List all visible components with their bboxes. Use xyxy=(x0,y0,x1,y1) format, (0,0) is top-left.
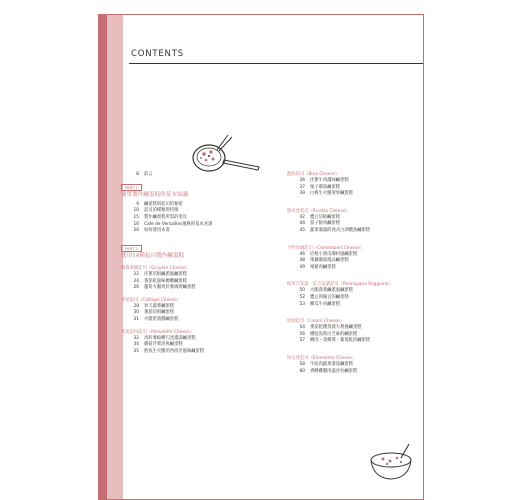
toc-entry xyxy=(121,342,269,349)
page-number: 42 xyxy=(299,214,305,220)
toc-entry xyxy=(287,252,419,259)
page-number: 46 xyxy=(299,251,305,257)
contents-left-column xyxy=(121,172,269,355)
page-number: 15 xyxy=(133,214,139,220)
entry-title: 番茄乾燻蒸義大利風鹹蛋糕 xyxy=(310,325,362,331)
page-number: 36 xyxy=(299,178,305,183)
entry-title: 牛絞肉蔬菜番茄鹹蛋糕 xyxy=(310,361,353,367)
entry-title: 洋蔥培根鹹派風鹹蛋糕 xyxy=(144,271,187,277)
section-heading: 茅屋起司（Cottage Cheese） xyxy=(121,297,182,303)
part-1-badge: PART 1 xyxy=(121,184,142,191)
section-heading: 格魯耶爾起司（Gruyère Cheese） xyxy=(121,265,190,271)
page-number: 58 xyxy=(299,361,305,367)
toc-entry xyxy=(121,285,269,292)
toc-entry xyxy=(287,369,419,376)
toc-entry xyxy=(121,228,269,235)
toc-entry xyxy=(287,185,419,192)
entry-title: 櫛瓜牛肉鹹蛋糕 xyxy=(310,301,341,307)
page-number: 35 xyxy=(133,348,139,354)
entry-title: 番茄乾風味橄欖鹹蛋糕 xyxy=(144,278,187,284)
entry-title: 如何使用本書 xyxy=(144,228,170,234)
entry-title: 鷹豆與腸豆的鹹蛋糕 xyxy=(310,294,349,300)
entry-title: 火腿蛋黃醬鹹蛋糕 xyxy=(144,316,179,322)
page-edge-strip xyxy=(99,15,107,499)
entry-title: 燻鮭魚與白芝麻的鹹蛋糕 xyxy=(310,331,358,337)
entry-title: 栗豬肉鹹蛋糕 xyxy=(310,264,336,270)
page-number: 52 xyxy=(299,294,305,300)
page-number: 32 xyxy=(133,335,139,341)
page-number: 22 xyxy=(133,271,139,277)
entry-title: 鹹蛋糕與起司的秘密 xyxy=(144,201,183,207)
page-number: 48 xyxy=(299,258,305,264)
bowl-illustration xyxy=(367,440,419,485)
toc-entry xyxy=(287,325,419,332)
toc-entry xyxy=(287,221,419,228)
page-number: 9 xyxy=(136,201,139,207)
toc-entry xyxy=(287,302,419,309)
entry-title: 起司的種類與特徵 xyxy=(144,208,179,214)
entry-title: 栗子蘑菇鹹蛋糕 xyxy=(310,184,341,190)
page-number: 39 xyxy=(299,191,305,197)
toc-entry xyxy=(287,215,419,222)
toc-entry xyxy=(121,349,269,356)
toc-entry xyxy=(121,215,269,222)
page-number: 56 xyxy=(299,331,305,337)
toc-entry xyxy=(287,191,419,198)
entry-title: 馬鈴薯蛤蜊巧達濃湯鹹蛋糕 xyxy=(144,335,196,341)
part-1-title: 簡單製作鹹蛋糕的基本知識 xyxy=(121,191,189,198)
part-2-title: 使用14種起司製作鹹蛋糕 xyxy=(121,252,185,259)
page-number: 57 xyxy=(299,338,305,344)
toc-entry xyxy=(287,258,419,265)
entry-title: 製作鹹蛋糕所需的用具 xyxy=(144,214,187,220)
toc-entry xyxy=(121,208,269,215)
section-heading: 卡門貝爾起司（Camembert Cheese） xyxy=(287,245,365,251)
entry-title: 春天蔬菜鹹蛋糕 xyxy=(144,303,175,309)
entry-title: 蓮藕蘑菇燒品鹹蛋糕 xyxy=(310,258,349,264)
entry-title: 火腿菠菜鹹派風鹹蛋糕 xyxy=(310,288,353,294)
toc-entry xyxy=(121,272,269,279)
entry-title: 培根小黃瓜鄉村風鹹蛋糕 xyxy=(310,251,358,257)
entry-title: 番茄培根鹹蛋糕 xyxy=(144,310,175,316)
contents-right-column xyxy=(287,171,419,375)
entry-title: 前言 xyxy=(144,172,153,177)
toc-entry xyxy=(287,228,419,235)
page-number: 54 xyxy=(299,325,305,331)
entry-title: 洋蔥牛肉濃味鹹蛋糕 xyxy=(310,178,349,183)
page-number: 16 xyxy=(133,221,139,227)
entry-title: 鰻肉・花椰菜・葡萄乾的鹹蛋糕 xyxy=(310,338,371,344)
toc-entry xyxy=(287,178,419,185)
page-title: CONTENTS xyxy=(131,49,184,59)
page-number: 37 xyxy=(299,184,305,190)
entry-title: 香酥雞雞肉溫沙拉鹹蛋糕 xyxy=(310,368,358,374)
page-number: 34 xyxy=(133,342,139,348)
section-heading: 藍紋起司（Blue Cheese） xyxy=(287,172,340,177)
toc-entry xyxy=(287,362,419,369)
toc-entry xyxy=(121,172,269,179)
section-heading: 埃文達起司（Emmental Cheese） xyxy=(287,355,357,361)
section-heading: 帕米吉安諾・雷吉安諾起司（Parmigiano Reggiano） xyxy=(287,282,393,288)
page-number: 53 xyxy=(299,301,305,307)
page-number: 30 xyxy=(133,310,139,316)
page-number: 60 xyxy=(299,368,305,374)
book-page xyxy=(98,14,424,500)
toc-entry xyxy=(121,317,269,324)
page-number: 26 xyxy=(133,285,139,291)
section-heading: 瑞可達起司（Ricotta Cheese） xyxy=(287,208,350,214)
entry-title: 白桃生火腿聖果鹹蛋糕 xyxy=(310,191,353,197)
page-number: 31 xyxy=(133,316,139,322)
page-number: 10 xyxy=(133,208,139,214)
page-number: 49 xyxy=(299,264,305,270)
section-heading: 米莫雷特起司（Mimolette Cheese） xyxy=(121,329,195,335)
page-number: 8 xyxy=(136,172,139,177)
part-2-badge: PART 2 xyxy=(121,245,142,252)
section-heading: 奶油起司（Cream Cheese） xyxy=(287,319,345,325)
page-number: 45 xyxy=(299,227,305,233)
page-number: 28 xyxy=(133,303,139,309)
page-number: 50 xyxy=(299,288,305,294)
entry-title: Cafe de Versailles風格的基本食譜 xyxy=(144,221,213,227)
toc-entry xyxy=(287,265,419,272)
title-underline xyxy=(129,63,423,64)
toc-entry xyxy=(121,310,269,317)
page-number: 44 xyxy=(299,221,305,227)
entry-title: 鱈魚生火腿的西班牙風味鹹蛋糕 xyxy=(144,348,205,354)
toc-entry xyxy=(287,338,419,345)
entry-title: 鷹豆培根鹹蛋糕 xyxy=(310,214,341,220)
toc-entry xyxy=(287,288,419,295)
page-number: 24 xyxy=(133,278,139,284)
entry-title: 蘑菇芹菜清爽鹹蛋糕 xyxy=(144,342,183,348)
entry-title: 蔬菜滿滿的義式白酒燉魚鹹蛋糕 xyxy=(310,227,371,233)
toc-entry xyxy=(287,295,419,302)
entry-title: 茄子鮮肉鹹蛋糕 xyxy=(310,221,341,227)
page-number: 20 xyxy=(133,228,139,234)
entry-title: 蘆筍火腿馬鈴薯焗烤鹹蛋糕 xyxy=(144,285,196,291)
